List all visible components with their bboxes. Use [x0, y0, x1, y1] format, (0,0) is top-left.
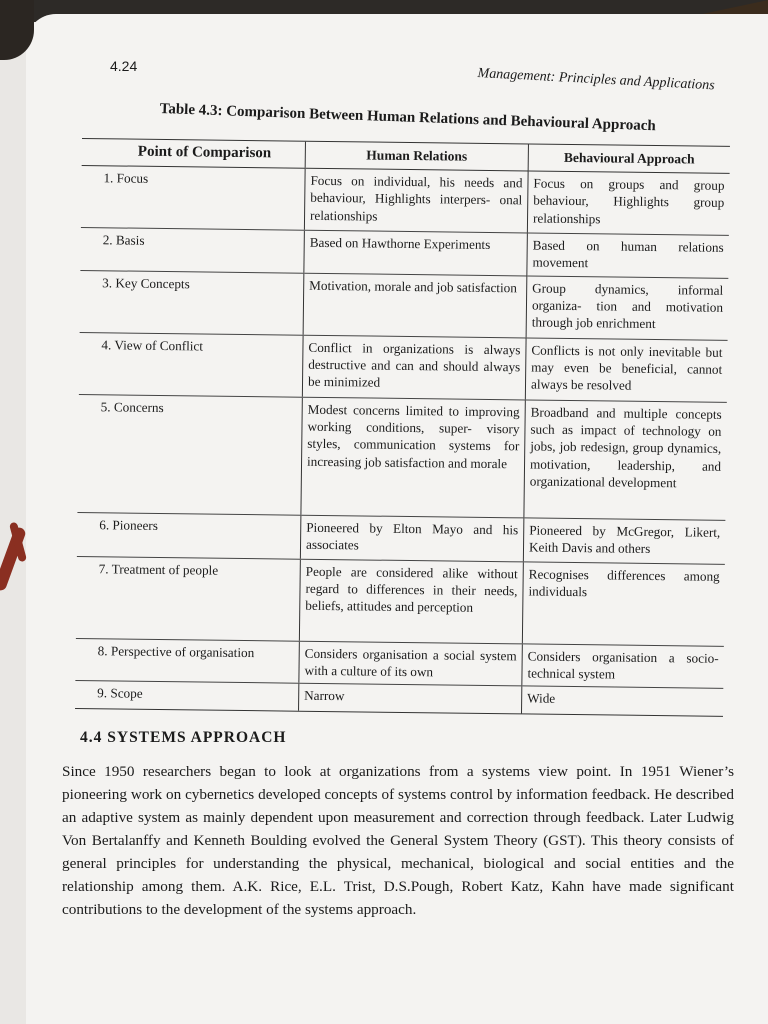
page-number: 4.24 [110, 58, 138, 74]
cell-point: 9. Scope [75, 681, 299, 712]
section-paragraph: Since 1950 researchers began to look at organizations from a systems view point. In 1951 Wiener’s pioneering work on cybernetics developed concepts of systems control by information feedback. He described an adaptive system as mainly dependent upon measurement and correction through feedback. Later Ludwig Von Bertalanffy and Kenneth Boulding evolved the General System Theory (GST). This theory consists of general principles for understanding the physical, mechanical, biological and social entities and the relationship among them. A.K. Rice, E.L. Trist, D.S.Pough, Robert Katz, Kahn have made significant contributions to the development of the systems approach. [62, 763, 734, 918]
cell-human-relations: Pioneered by Elton Mayo and his associates [300, 515, 524, 562]
cell-behavioural: Considers organisation a socio- technical system [522, 644, 724, 689]
section-heading: 4.4 SYSTEMS APPROACH [80, 729, 287, 746]
cell-behavioural: Broadband and multiple concepts such as impact of technology on jobs, job redesign, group dynamics, motivation, leadership, and organizational development [524, 400, 727, 520]
column-header-human-relations: Human Relations [305, 141, 528, 171]
cell-point: 4. View of Conflict [79, 332, 303, 397]
running-head: Management: Principles and Applications [477, 66, 716, 94]
cell-point: 7. Treatment of people [76, 556, 300, 641]
cell-human-relations: Narrow [299, 684, 522, 715]
cell-human-relations: Modest concerns limited to improving working conditions, super- visory styles, communication systems for increasing job satisfaction and morale [301, 397, 525, 518]
comparison-table [75, 138, 730, 717]
cell-point: 3. Key Concepts [80, 270, 304, 335]
cell-human-relations: Motivation, morale and job satisfaction [303, 273, 527, 338]
cell-point: 6. Pioneers [77, 512, 301, 559]
column-header-point: Point of Comparison [82, 138, 306, 168]
table-title: Table 4.3: Comparison Between Human Relations and Behavioural Approach [159, 101, 657, 135]
cell-behavioural: Focus on groups and group behaviour, Highlights group relationships [527, 171, 729, 235]
table-row [79, 332, 728, 402]
table-row [81, 165, 730, 235]
column-header-behavioural: Behavioural Approach [528, 144, 730, 173]
cell-behavioural: Based on human relations movement [527, 233, 729, 278]
cell-point: 8. Perspective of organisation [75, 638, 299, 684]
pen-mark [0, 520, 30, 600]
cell-behavioural: Group dynamics, informal organiza- tion and motivation through job enrichment [526, 276, 728, 340]
cell-point: 1. Focus [81, 165, 305, 230]
cell-human-relations: Considers organisation a social system with a culture of its own [299, 641, 523, 687]
table-row [80, 270, 729, 340]
cell-behavioural: Pioneered by McGregor, Likert, Keith Davis and others [523, 518, 725, 564]
cell-point: 5. Concerns [77, 394, 302, 515]
comparison-table-wrapper [75, 138, 730, 717]
cell-human-relations: Focus on individual, his needs and behaviour, Highlights interpers- onal relationships [304, 168, 528, 233]
cell-point: 2. Basis [80, 227, 304, 273]
cell-human-relations: Conflict in organizations is always destructive and can and should always be minimized [302, 335, 526, 400]
cell-behavioural: Recognises differences among individuals [522, 562, 724, 646]
table-row [76, 556, 725, 646]
cell-human-relations: People are considered alike without regard to differences in their needs, beliefs, attitudes and perception [299, 559, 523, 644]
table-row [77, 512, 725, 564]
cell-human-relations: Based on Hawthorne Experiments [304, 230, 528, 276]
table-row [77, 394, 726, 520]
cell-behavioural: Conflicts is not only inevitable but may even be beneficial, cannot always be resolved [525, 338, 727, 402]
cell-behavioural: Wide [521, 686, 723, 716]
